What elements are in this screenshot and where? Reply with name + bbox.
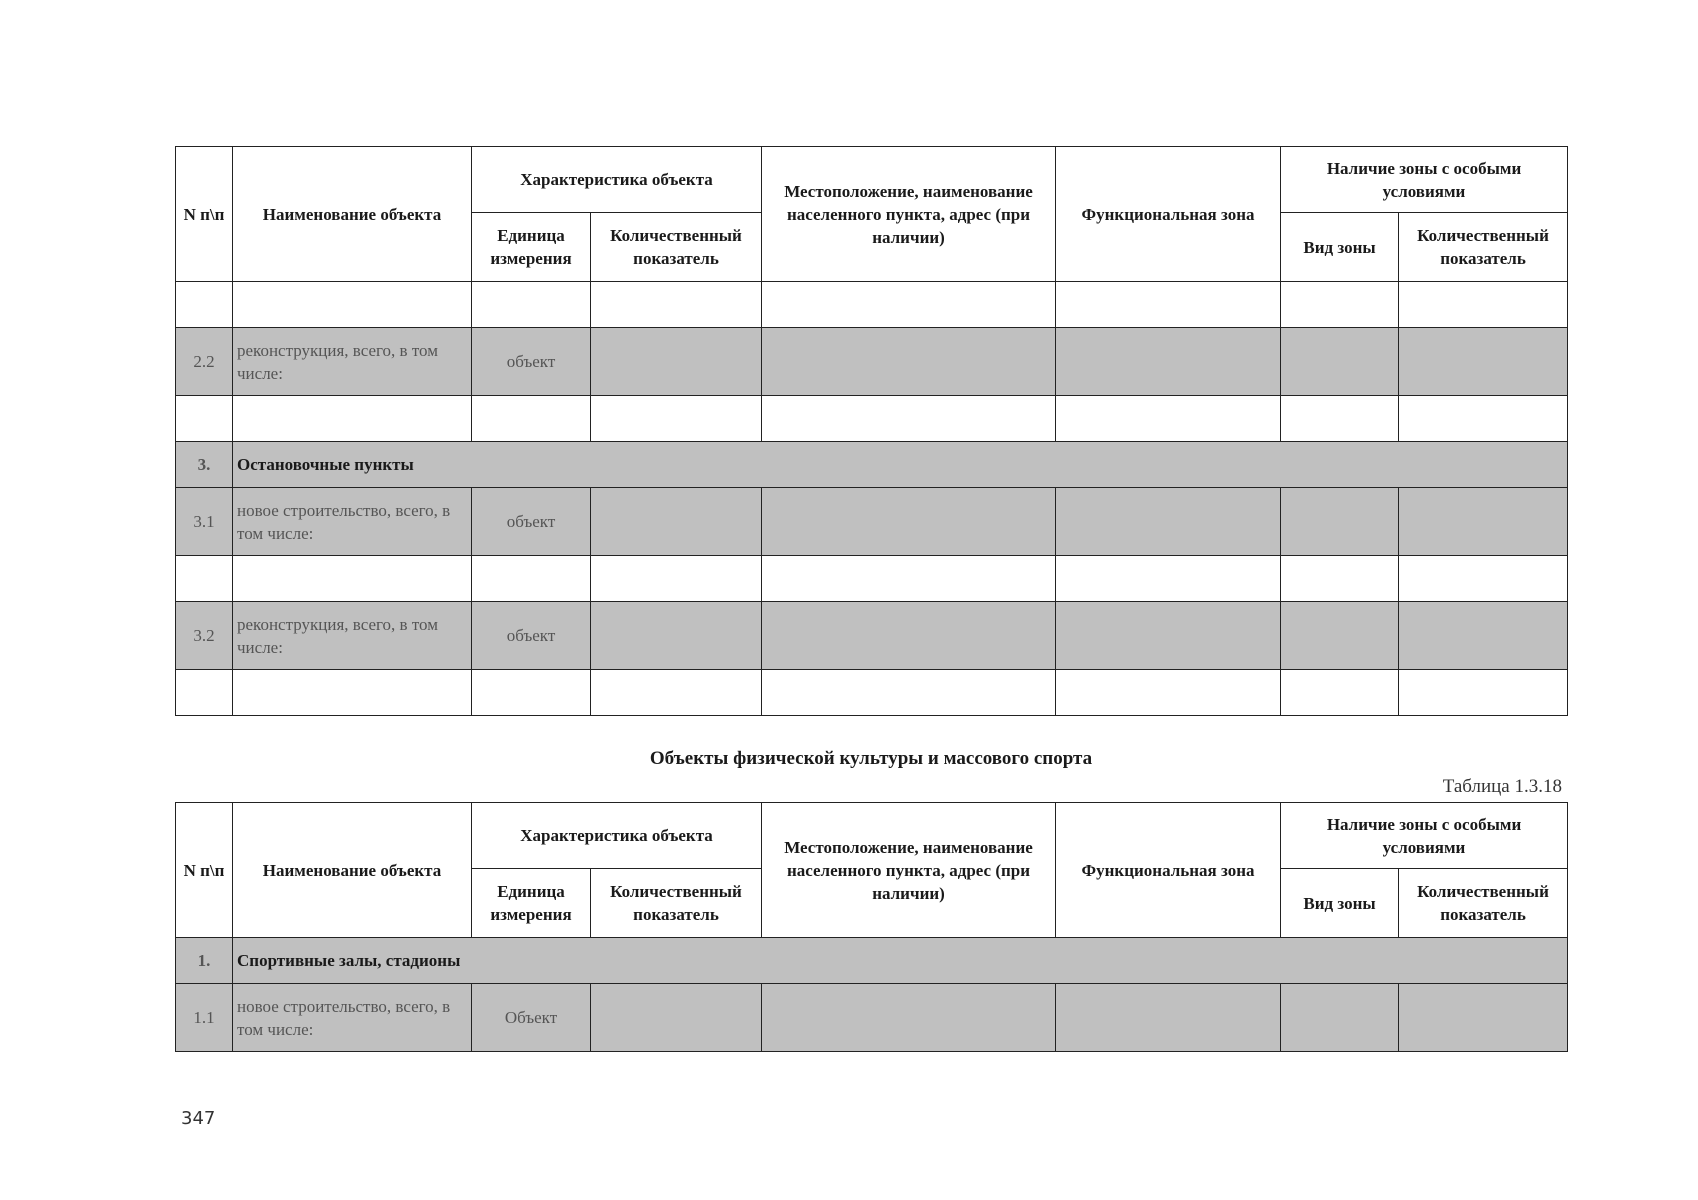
table-cell	[1056, 984, 1281, 1052]
section-title: Объекты физической культуры и массового спорта	[649, 748, 1093, 769]
table-row	[176, 396, 1568, 442]
table-cell	[1281, 602, 1399, 670]
col-num-header: N п\п	[176, 147, 233, 282]
table-cell	[472, 282, 591, 328]
table-cell	[762, 396, 1056, 442]
table-cell	[176, 396, 233, 442]
section-row	[176, 442, 1568, 488]
col-characteristic-header: Характеристика объекта	[472, 147, 762, 213]
table-cell	[472, 670, 591, 716]
col-quantity-header: Количественный показатель	[591, 869, 762, 938]
table-cell	[591, 282, 762, 328]
row-unit: объект	[472, 488, 591, 556]
table-cell	[1281, 670, 1399, 716]
table-cell	[1281, 556, 1399, 602]
table-cell	[762, 488, 1056, 556]
col-name-header: Наименование объекта	[233, 803, 472, 938]
table-cell	[762, 556, 1056, 602]
table-row	[176, 984, 1568, 1052]
table-cell	[1056, 488, 1281, 556]
section-name: Остановочные пункты	[233, 442, 1568, 488]
col-location-header: Местоположение, наименование населенного пункта, адрес (при наличии)	[762, 803, 1056, 938]
col-unit-header: Единица измерения	[472, 213, 591, 282]
section-row	[176, 938, 1568, 984]
table-cell	[1056, 602, 1281, 670]
col-characteristic-header: Характеристика объекта	[472, 803, 762, 869]
sports-objects-table	[175, 802, 1568, 1052]
table-cell	[233, 396, 472, 442]
table-cell	[472, 396, 591, 442]
table-cell	[1399, 602, 1568, 670]
table-cell	[1399, 556, 1568, 602]
table-number: Таблица 1.3.18	[1442, 776, 1562, 797]
col-zone-header: Функциональная зона	[1056, 803, 1281, 938]
table-row	[176, 328, 1568, 396]
table-cell	[1281, 282, 1399, 328]
table-cell	[1399, 488, 1568, 556]
table-cell	[591, 328, 762, 396]
table-cell	[591, 396, 762, 442]
table-cell	[1399, 670, 1568, 716]
table-row	[176, 670, 1568, 716]
col-name-header: Наименование объекта	[233, 147, 472, 282]
section-name: Спортивные залы, стадионы	[233, 938, 1568, 984]
table-cell	[1399, 282, 1568, 328]
row-name: новое строительство, всего, в том числе:	[233, 984, 472, 1052]
table-cell	[1399, 984, 1568, 1052]
table-cell	[762, 984, 1056, 1052]
col-zone-type-header: Вид зоны	[1281, 869, 1399, 938]
row-name: реконструкция, всего, в том числе:	[233, 602, 472, 670]
row-unit: объект	[472, 602, 591, 670]
table-row	[176, 488, 1568, 556]
col-unit-header: Единица измерения	[472, 869, 591, 938]
table-cell	[591, 670, 762, 716]
col-zone-quantity-header: Количественный показатель	[1399, 213, 1568, 282]
table-cell	[233, 670, 472, 716]
table-cell	[1281, 328, 1399, 396]
col-special-zone-header: Наличие зоны с особыми условиями	[1281, 147, 1568, 213]
section-number: 1.	[176, 938, 233, 984]
objects-table-continued	[175, 146, 1568, 716]
table-cell	[176, 556, 233, 602]
table-cell	[1281, 396, 1399, 442]
col-zone-header: Функциональная зона	[1056, 147, 1281, 282]
table-cell	[233, 556, 472, 602]
table-cell	[233, 282, 472, 328]
table-cell	[1056, 670, 1281, 716]
table-cell	[1399, 396, 1568, 442]
row-unit: объект	[472, 328, 591, 396]
col-zone-type-header: Вид зоны	[1281, 213, 1399, 282]
table-cell	[1281, 488, 1399, 556]
table-cell	[762, 602, 1056, 670]
table-cell	[762, 328, 1056, 396]
row-number: 1.1	[176, 984, 233, 1052]
col-location-header: Местоположение, наименование населенного пункта, адрес (при наличии)	[762, 147, 1056, 282]
table-cell	[472, 556, 591, 602]
table-cell	[176, 282, 233, 328]
col-zone-quantity-header: Количественный показатель	[1399, 869, 1568, 938]
row-number: 2.2	[176, 328, 233, 396]
table-cell	[1399, 328, 1568, 396]
table-cell	[762, 670, 1056, 716]
header-row	[176, 803, 1568, 869]
col-special-zone-header: Наличие зоны с особыми условиями	[1281, 803, 1568, 869]
table-row	[176, 602, 1568, 670]
col-num-header: N п\п	[176, 803, 233, 938]
page-number: 347	[181, 1108, 216, 1129]
row-name: новое строительство, всего, в том числе:	[233, 488, 472, 556]
table-cell	[1281, 984, 1399, 1052]
table-cell	[591, 984, 762, 1052]
row-name: реконструкция, всего, в том числе:	[233, 328, 472, 396]
table-cell	[1056, 396, 1281, 442]
col-quantity-header: Количественный показатель	[591, 213, 762, 282]
header-row	[176, 147, 1568, 213]
table-row	[176, 282, 1568, 328]
table-cell	[591, 556, 762, 602]
row-number: 3.1	[176, 488, 233, 556]
row-unit: Объект	[472, 984, 591, 1052]
table-cell	[591, 488, 762, 556]
table-cell	[1056, 556, 1281, 602]
table-cell	[1056, 328, 1281, 396]
section-number: 3.	[176, 442, 233, 488]
row-number: 3.2	[176, 602, 233, 670]
table-cell	[762, 282, 1056, 328]
table-cell	[176, 670, 233, 716]
table-row	[176, 556, 1568, 602]
table-cell	[591, 602, 762, 670]
table-cell	[1056, 282, 1281, 328]
